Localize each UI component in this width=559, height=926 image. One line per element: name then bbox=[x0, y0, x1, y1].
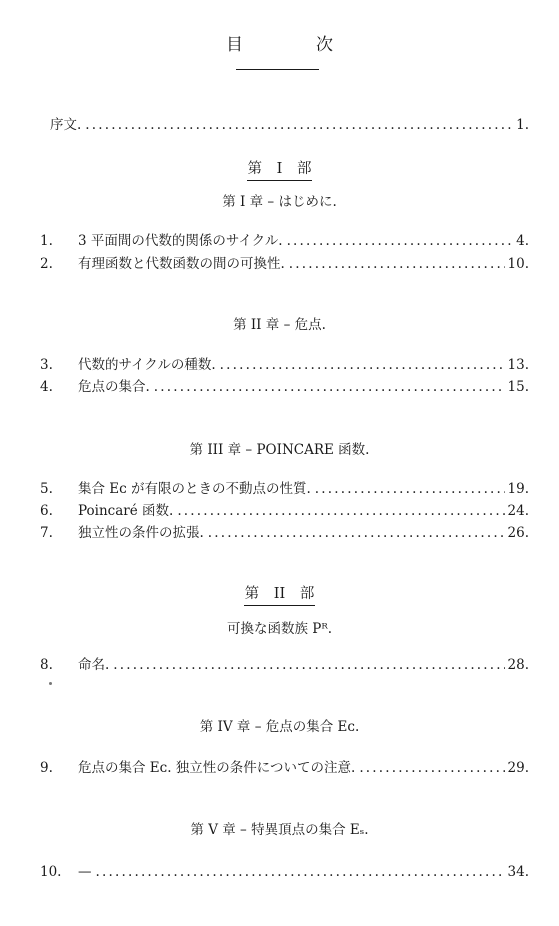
title-rule bbox=[236, 69, 319, 70]
toc-entry-page: 29. bbox=[507, 760, 529, 776]
dot-leader bbox=[289, 254, 505, 274]
toc-entry-page: 19. bbox=[507, 481, 529, 497]
toc-entry-page: 13. bbox=[507, 357, 529, 373]
toc-entry-number: 10. bbox=[40, 864, 62, 880]
dot-leader bbox=[359, 758, 504, 778]
chapter-heading-4: 第 IV 章 – 危点の集合 Eᴄ. bbox=[199, 719, 360, 735]
toc-entry-label: 代数的サイクルの種数. bbox=[78, 357, 216, 373]
toc-entry-number: 3. bbox=[40, 357, 53, 373]
part-heading-1: 第 I 部 bbox=[0, 159, 559, 181]
dot-leader bbox=[208, 523, 505, 543]
toc-entry-number: 7. bbox=[40, 525, 53, 541]
toc-entry-page: 26. bbox=[507, 525, 529, 541]
toc-entry-number: 9. bbox=[40, 760, 53, 776]
toc-entry-label: 危点の集合. bbox=[78, 379, 150, 395]
chapter-heading-3: 第 III 章 – POINCARE 函数. bbox=[189, 442, 370, 458]
toc-entry-label: 集合 Eᴄ が有限のときの不動点の性質. bbox=[78, 481, 311, 497]
toc-entry-8[interactable] bbox=[0, 655, 559, 675]
toc-entry-page: 24. bbox=[507, 503, 529, 519]
toc-entry-page: 34. bbox=[507, 864, 529, 880]
page-title: 目 次 bbox=[226, 35, 361, 55]
chapter-heading-5: 第 V 章 – 特異頂点の集合 Eₛ. bbox=[190, 822, 369, 838]
toc-entry-label: 序文. bbox=[50, 117, 82, 133]
dot-leader bbox=[177, 501, 504, 521]
toc-entry-label: Poincaré 函数. bbox=[78, 503, 174, 519]
toc-entry-number: 1. bbox=[40, 233, 53, 249]
chapter-heading-2: 第 II 章 – 危点. bbox=[233, 317, 326, 333]
dot-leader bbox=[113, 655, 504, 675]
dot-leader bbox=[287, 231, 514, 251]
part-heading-2: 第 II 部 bbox=[0, 584, 559, 606]
print-speck bbox=[49, 682, 52, 685]
part-subheading: 可換な函数族 Pᴿ. bbox=[226, 621, 333, 637]
dot-leader bbox=[220, 355, 505, 375]
toc-entry-4[interactable] bbox=[0, 377, 559, 397]
toc-entry-label: 有理函数と代数函数の間の可換性. bbox=[78, 256, 285, 272]
toc-entry-label: 独立性の条件の拡張. bbox=[78, 525, 204, 541]
dot-leader bbox=[85, 115, 513, 135]
dot-leader bbox=[315, 479, 505, 499]
chapter-heading-1: 第 I 章 – はじめに. bbox=[222, 194, 337, 210]
toc-entry-number: 8. bbox=[40, 657, 53, 673]
toc-entry-preface[interactable] bbox=[0, 115, 559, 135]
toc-entry-3[interactable] bbox=[0, 355, 559, 375]
toc-entry-page: 28. bbox=[507, 657, 529, 673]
dot-leader bbox=[96, 862, 505, 882]
toc-entry-label: 3 平面間の代数的関係のサイクル. bbox=[78, 233, 283, 249]
toc-entry-10[interactable] bbox=[0, 862, 559, 882]
toc-entry-page: 4. bbox=[516, 233, 529, 249]
toc-entry-number: 4. bbox=[40, 379, 53, 395]
toc-entry-9[interactable] bbox=[0, 758, 559, 778]
toc-entry-page: 15. bbox=[507, 379, 529, 395]
toc-entry-page: 1. bbox=[516, 117, 529, 133]
toc-entry-number: 2. bbox=[40, 256, 53, 272]
toc-entry-7[interactable] bbox=[0, 523, 559, 543]
toc-entry-6[interactable] bbox=[0, 501, 559, 521]
dot-leader bbox=[154, 377, 505, 397]
toc-entry-5[interactable] bbox=[0, 479, 559, 499]
toc-entry-label: 命名. bbox=[78, 657, 110, 673]
toc-entry-label: — bbox=[78, 864, 92, 880]
toc-entry-page: 10. bbox=[507, 256, 529, 272]
toc-entry-number: 6. bbox=[40, 503, 53, 519]
toc-entry-label: 危点の集合 Eᴄ. 独立性の条件についての注意. bbox=[78, 760, 356, 776]
toc-entry-number: 5. bbox=[40, 481, 53, 497]
toc-entry-2[interactable] bbox=[0, 254, 559, 274]
toc-entry-1[interactable] bbox=[0, 231, 559, 251]
